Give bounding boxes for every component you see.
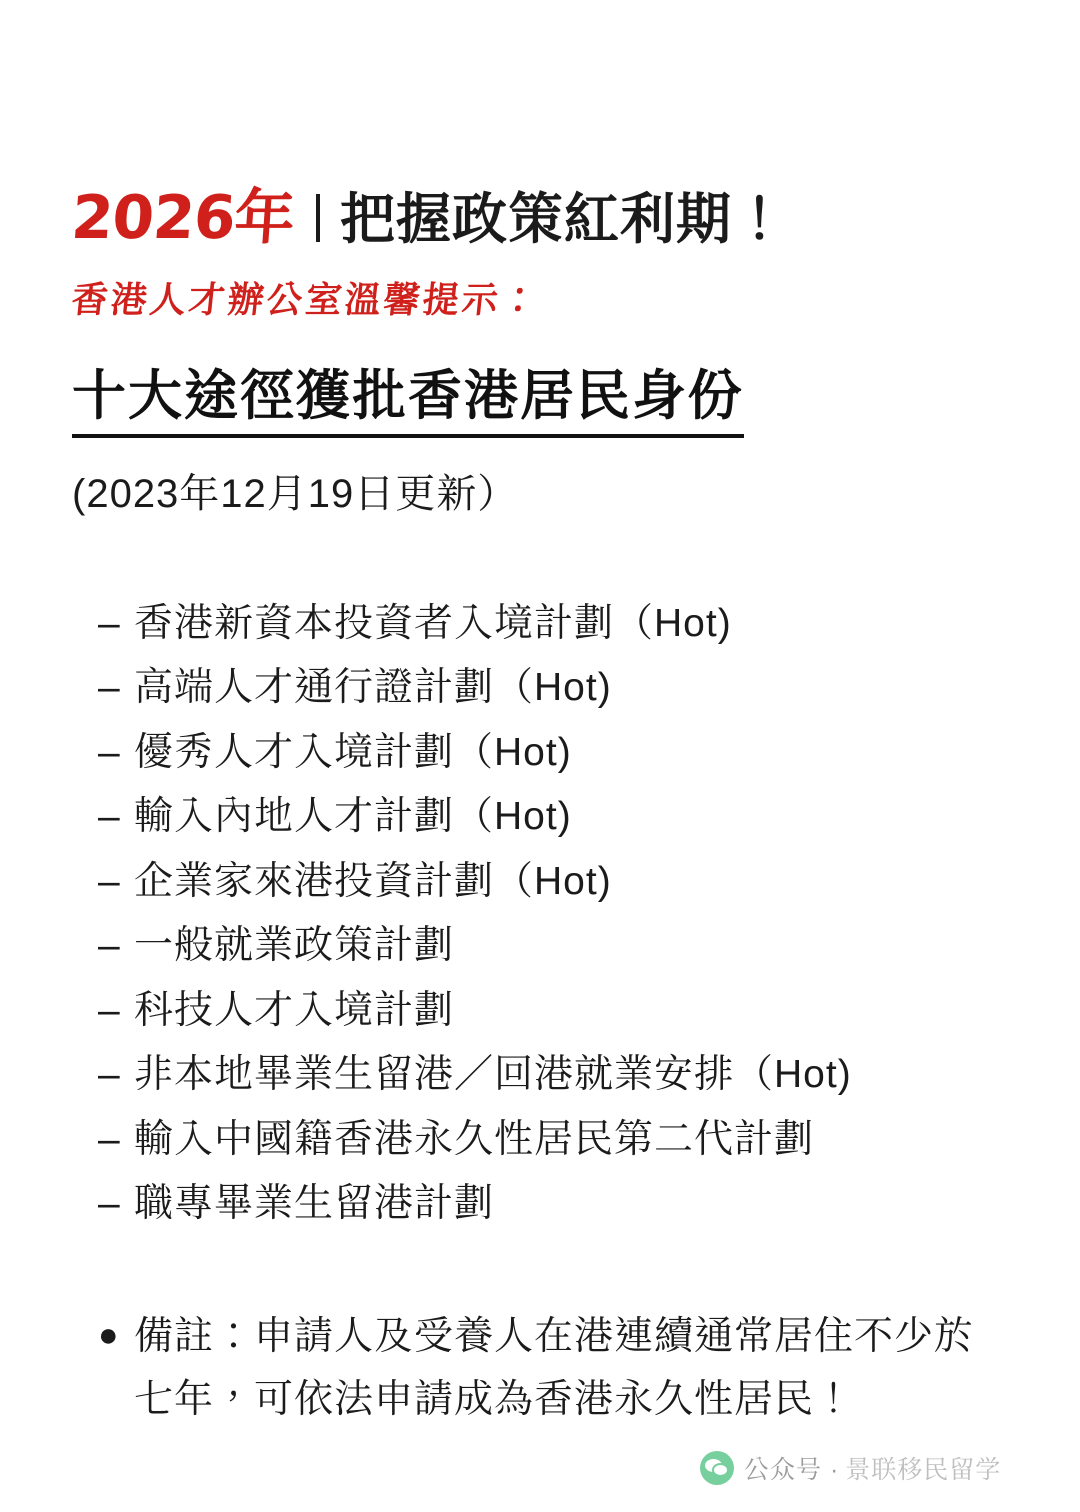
page-title: 十大途徑獲批香港居民身份 — [72, 353, 744, 438]
wechat-icon — [700, 1451, 734, 1485]
list-item-label: 輸入內地人才計劃（Hot) — [134, 795, 572, 839]
list-item — [72, 658, 1010, 718]
headline-year: 2026年 — [69, 183, 297, 253]
watermark — [700, 1450, 1001, 1486]
list-marker: – — [98, 730, 121, 774]
list-item-label: 高端人才通行證計劃（Hot) — [134, 666, 612, 710]
page-title-wrapper — [72, 323, 1010, 438]
list-marker: – — [98, 1053, 121, 1097]
subtitle-red: 香港人才辦公室溫馨提示： — [69, 280, 542, 321]
list-marker: – — [98, 1181, 121, 1225]
list-marker: – — [98, 795, 121, 839]
list-item-label: 非本地畢業生留港／回港就業安排（Hot) — [134, 1053, 852, 1097]
list-item-label: 一般就業政策計劃 — [134, 924, 455, 968]
watermark-name: 景联移民留学 — [845, 1456, 1002, 1484]
list-item-label: 職專畢業生留港計劃 — [134, 1181, 495, 1225]
footnote-text: 備註：申請人及受養人在港連續通常居住不少於七年，可依法申請成為香港永久性居民！ — [134, 1315, 975, 1421]
list-marker: – — [98, 859, 121, 903]
list-marker: – — [98, 924, 121, 968]
list-marker: – — [98, 666, 121, 710]
headline-divider — [316, 194, 320, 242]
list-item-label: 輸入中國籍香港永久性居民第二代計劃 — [134, 1117, 815, 1161]
list-item — [72, 787, 1010, 847]
list-item-label: 香港新資本投資者入境計劃（Hot) — [134, 602, 732, 645]
bullet-icon: ● — [98, 1316, 120, 1355]
list-item-label: 科技人才入境計劃 — [134, 988, 455, 1032]
list-item — [72, 1174, 1010, 1234]
pathway-list — [72, 594, 1010, 1234]
list-item — [72, 1045, 1010, 1105]
list-item — [72, 916, 1010, 976]
list-marker: – — [98, 988, 121, 1032]
list-item-label: 企業家來港投資計劃（Hot) — [134, 859, 612, 903]
list-item — [72, 852, 1010, 912]
list-item-label: 優秀人才入境計劃（Hot) — [134, 730, 572, 774]
list-item — [72, 981, 1010, 1041]
list-item — [72, 1110, 1010, 1170]
list-marker: – — [98, 1117, 121, 1161]
watermark-account: 公众号 · — [744, 1456, 840, 1484]
update-date: (2023年12月19日更新） — [72, 472, 519, 516]
footnote — [72, 1306, 1010, 1431]
headline — [69, 170, 1010, 256]
headline-slogan: 把握政策紅利期！ — [340, 188, 789, 250]
list-marker: – — [98, 602, 121, 645]
list-item — [72, 594, 1010, 654]
list-item — [72, 723, 1010, 783]
